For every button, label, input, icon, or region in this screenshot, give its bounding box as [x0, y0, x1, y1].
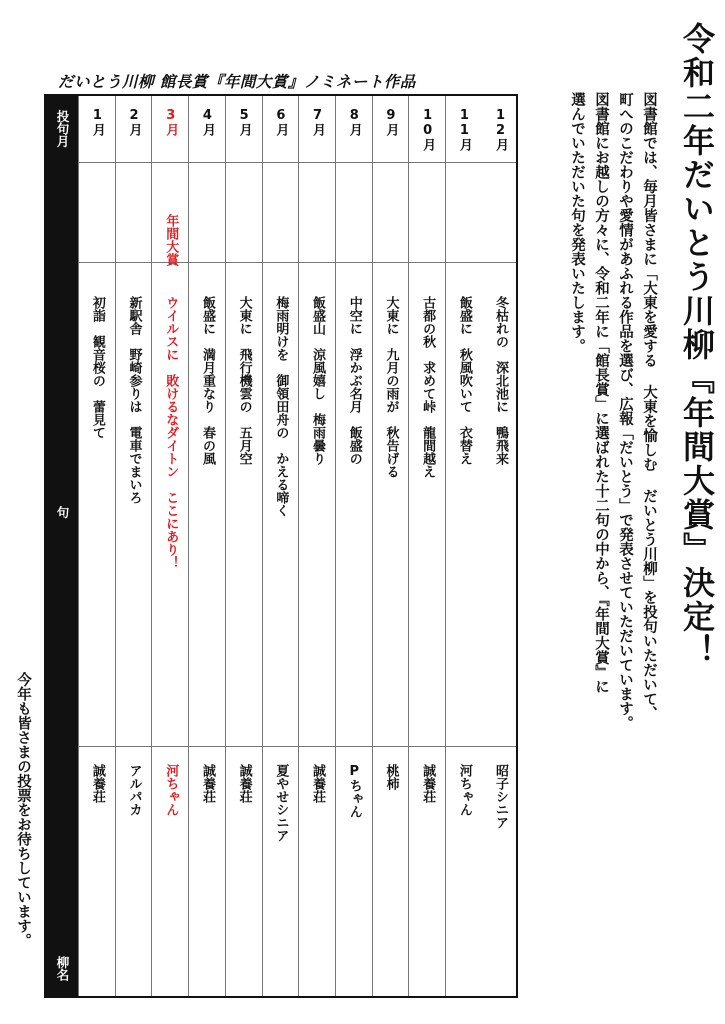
author-cell: アルパカ	[126, 764, 142, 816]
table-body	[78, 96, 516, 996]
month-cell: 7月	[310, 108, 326, 136]
intro-line: 町へのこだわりや愛情があふれる作品を選び、広報「だいとう」で発表させていただいています。	[617, 92, 634, 730]
month-cell: 11月	[456, 108, 472, 151]
header-verse: 句	[55, 506, 70, 519]
table-row	[482, 96, 519, 996]
verse-cell: ウイルスに 敗けるなダイトン ここにあり！	[163, 296, 179, 569]
verse-cell: 中空に 浮かぶ名月 飯盛の	[346, 296, 362, 465]
author-cell: 河ちゃん	[163, 764, 179, 816]
table-row-highlight	[151, 96, 188, 996]
header-month: 投句月	[55, 110, 70, 148]
month-cell: 4月	[199, 108, 215, 136]
verse-cell: 飯盛山 涼風嬉し 梅雨曇り	[310, 296, 326, 465]
verse-cell: 古都の秋 求めて峠 龍間越え	[420, 296, 436, 478]
author-cell: 誠養荘	[199, 764, 215, 803]
table-header-column	[46, 96, 78, 996]
verse-cell: 飯盛に 秋風吹いて 衣替え	[456, 296, 472, 465]
intro-line: 図書館にお越しの方々に、令和二年に「館長賞」に選ばれた十二句の中から、『年間大賞』に	[593, 92, 610, 694]
table-row	[262, 96, 299, 996]
intro-line: 選んでいただいた句を発表いたします。	[569, 92, 586, 353]
table-row	[115, 96, 152, 996]
month-cell: 10月	[420, 108, 436, 151]
verse-cell: 冬枯れの 深北池に 鴨飛来	[493, 296, 509, 465]
month-cell: 3月	[163, 108, 179, 136]
author-cell: 河ちゃん	[456, 764, 472, 816]
month-cell: 12月	[493, 108, 509, 151]
verse-cell: 大東に 九月の雨が 秋告げる	[383, 296, 399, 478]
table-row	[188, 96, 225, 996]
closing-message: 今年も皆さまの投票をお待ちしています。	[15, 672, 32, 948]
verse-cell: 梅雨明けを 御領田舟の かえる啼く	[273, 296, 289, 517]
header-author: 柳名	[55, 956, 70, 981]
table-caption: だいとう川柳 館長賞『年間大賞』ノミネート作品	[58, 72, 416, 91]
verse-cell: 大東に 飛行機雲の 五月空	[236, 296, 252, 465]
table-row	[445, 96, 482, 996]
intro-text	[565, 92, 661, 852]
author-cell: Pちゃん	[346, 764, 362, 818]
month-cell: 8月	[346, 108, 362, 136]
intro-line: 図書館では、毎月皆さまに「大東を愛する 大東を愉しむ だいとう川柳」を投句いただいて、	[641, 92, 658, 721]
table-row	[298, 96, 335, 996]
table-row	[408, 96, 445, 996]
author-cell: 誠養荘	[89, 764, 105, 803]
month-cell: 9月	[383, 108, 399, 136]
author-cell: 桃柿	[383, 764, 399, 790]
author-cell: 誠養荘	[420, 764, 436, 803]
table-row	[372, 96, 409, 996]
month-cell: 1月	[89, 108, 105, 136]
award-badge: 年間大賞	[163, 214, 179, 266]
month-cell: 6月	[273, 108, 289, 136]
table-row	[78, 96, 115, 996]
verse-cell: 新駅舎 野崎参りは 電車でまいろ	[126, 296, 142, 504]
author-cell: 誠養荘	[236, 764, 252, 803]
month-cell: 2月	[126, 108, 142, 136]
verse-cell: 初詣 観音桜の 蕾見て	[89, 296, 105, 439]
author-cell: 夏やせシニア	[273, 764, 289, 842]
table-row	[225, 96, 262, 996]
month-cell: 5月	[236, 108, 252, 136]
author-cell: 昭子シニア	[493, 764, 509, 829]
nomination-table	[44, 94, 518, 998]
verse-cell: 飯盛に 満月重なり 春の風	[199, 296, 215, 465]
table-row	[335, 96, 372, 996]
author-cell: 誠養荘	[310, 764, 326, 803]
page-title: 令和二年だいとう川柳『年間大賞』決定！	[678, 22, 716, 668]
